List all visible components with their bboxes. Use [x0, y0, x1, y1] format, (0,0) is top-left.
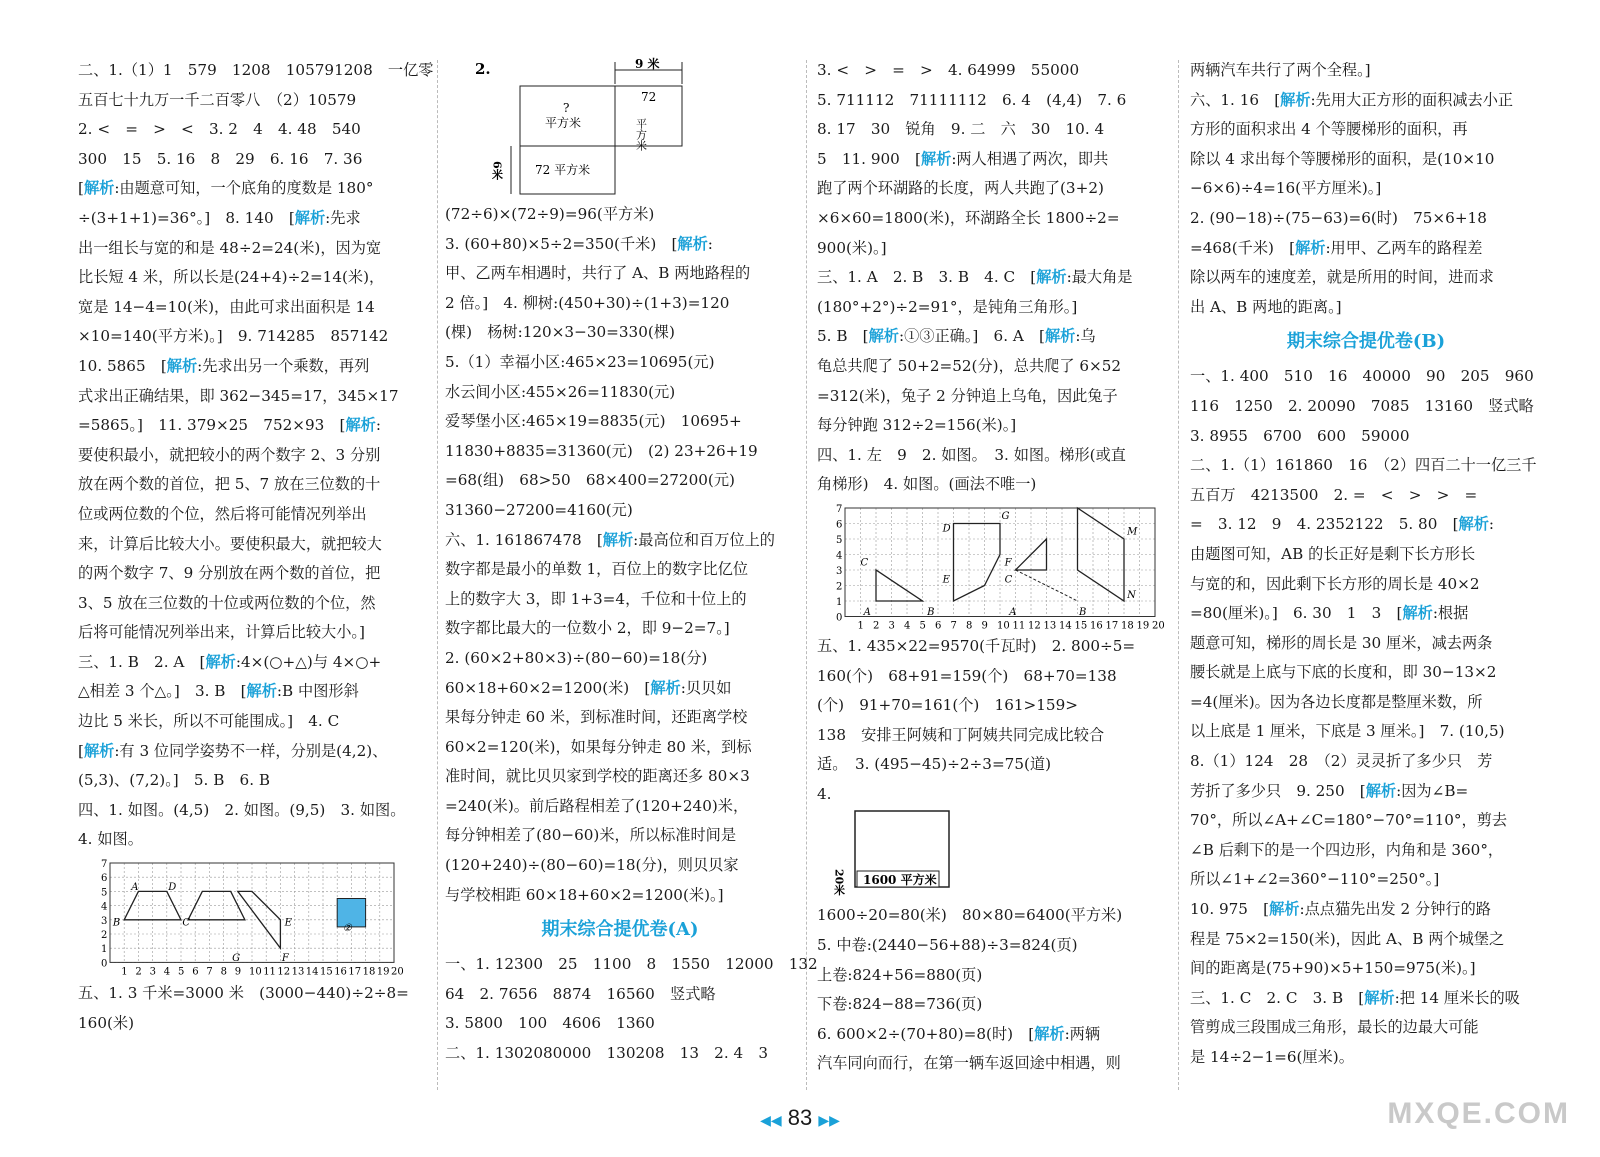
text-line: 后将可能情况列举出来，计算后比较大小。]	[78, 623, 365, 642]
x-tick-label: 8	[966, 620, 973, 632]
coordinate-grid-figure-1	[96, 859, 428, 979]
text-line: 5. 中卷:(2440−56+88)÷3=824(页)	[817, 936, 1078, 955]
rectangle-figure	[445, 56, 795, 200]
point-a-label: A	[863, 606, 871, 618]
analysis-tag: 解析	[1034, 1024, 1065, 1043]
text-line: 间的距离是(75+90)×5+150=975(米)。]	[1190, 959, 1476, 978]
text-line: 四、1. 如图。(4,5) 2. 如图。(9,5) 3. 如图。	[78, 800, 406, 819]
x-tick-label: 14	[1059, 620, 1072, 632]
x-tick-label: 7	[206, 966, 213, 978]
analysis-tag: 解析	[602, 530, 634, 549]
text-line: [解析:由题意可知，一个底角的度数是 180°	[78, 179, 374, 198]
analysis-tag: 解析	[920, 149, 952, 168]
column-3	[817, 56, 1167, 1079]
text-line: 边比 5 米长，所以不可能围成。] 4. C	[78, 712, 340, 731]
column-divider	[806, 60, 807, 1090]
top-dimension-label: 9 米	[635, 57, 660, 71]
text-line: 爱琴堡小区:465×19=8835(元) 10695+	[445, 412, 742, 431]
text-line: 2. < = > < 3. 2 4 4. 48 540	[78, 120, 361, 139]
y-tick-label: 7	[101, 859, 108, 871]
square-figure-svg	[817, 809, 1017, 901]
text-line: =4(厘米)。因为各边长度都是整厘米数，所	[1190, 692, 1483, 711]
analysis-tag: 解析	[83, 179, 115, 198]
point-g-label: G	[232, 953, 241, 965]
page-number-text: 83	[787, 1105, 813, 1130]
text-line: 要使积最小，就把较小的两个数字 2、3 分别	[78, 445, 381, 464]
point-m-label: M	[1127, 526, 1138, 538]
point-f-label: F	[1004, 557, 1012, 569]
x-tick-label: 14	[305, 966, 319, 978]
section-heading-b: 期末综合提优卷(B)	[1286, 331, 1446, 353]
x-tick-label: 6	[192, 966, 199, 978]
right-unit: 平方米	[634, 118, 648, 151]
marker-2-label: ②	[342, 923, 352, 935]
x-tick-label: 13	[1043, 620, 1057, 632]
text-line: (120+240)÷(80−60)=18(分)，则贝贝家	[445, 856, 739, 875]
text-line: 与宽的和，因此剩下长方形的周长是 40×2	[1190, 574, 1480, 593]
column-2	[445, 56, 818, 1069]
text-line: 一、1. 12300 25 1100 8 1550 12000 132	[445, 955, 818, 974]
text-line: =312(米)，兔子 2 分钟追上乌龟，因此兔子	[817, 386, 1118, 405]
point-b-label: B	[112, 917, 121, 929]
x-tick-label: 2	[873, 620, 880, 632]
y-tick-label: 1	[836, 596, 843, 608]
text-line: ×6×60=1800(米)，环湖路全长 1800÷2=	[817, 208, 1120, 227]
analysis-tag: 解析	[1269, 900, 1300, 919]
text-line: 跑了两个环湖路的长度，两人共跑了(3+2)	[817, 179, 1104, 198]
text-line: 11830+8835=31360(元) (2) 23+26+19	[445, 441, 758, 460]
text-line: 腰长就是上底与下底的长度和，即 30−13×2	[1190, 663, 1497, 682]
text-line: ÷(3+1+1)=36°。] 8. 140 [解析:先求	[78, 208, 361, 227]
text-line: 4. 如图。	[78, 830, 143, 849]
analysis-tag: 解析	[1280, 90, 1311, 109]
point-b2-label: B	[1079, 606, 1087, 618]
text-line: 五百万 4213500 2. = < > > =	[1190, 485, 1478, 504]
text-line: 一、1. 400 510 16 40000 90 205 960	[1190, 367, 1534, 386]
x-tick-label: 15	[1074, 620, 1088, 632]
text-line: 2. (90−18)÷(75−63)=6(时) 75×6+18	[1190, 208, 1487, 227]
text-line: 五、1. 435×22=9570(千瓦时) 2. 800÷5=	[817, 636, 1136, 655]
text-line: 管剪成三段围成三角形，最长的边最大可能	[1190, 1018, 1479, 1037]
text-line: =5865。] 11. 379×25 752×93 [解析:	[78, 416, 381, 435]
y-tick-label: 0	[101, 958, 108, 970]
text-line: 位或两位数的个位，然后将可能情况列举出	[78, 504, 367, 523]
point-b-label: B	[927, 606, 935, 618]
point-c2-label: C	[1004, 574, 1013, 586]
text-line: 5.（1）幸福小区:465×23=10695(元)	[445, 352, 715, 371]
text-line: 六、1. 16 [解析:先用大正方形的面积减去小正	[1190, 90, 1514, 109]
x-tick-label: 11	[263, 966, 276, 978]
x-tick-label: 4	[163, 966, 171, 978]
x-tick-label: 5	[178, 966, 185, 978]
x-tick-label: 15	[320, 966, 333, 978]
y-tick-label: 2	[101, 930, 108, 942]
text-line: 70°，所以∠A+∠C=180°−70°=110°，剪去	[1190, 811, 1508, 830]
x-tick-label: 13	[291, 966, 305, 978]
text-line: 与学校相距 60×18+60×2=1200(米)。]	[445, 885, 724, 904]
analysis-tag: 解析	[294, 208, 326, 227]
point-a2-label: A	[1009, 606, 1017, 618]
text-line: −6×6)÷4=16(平方厘米)。]	[1190, 179, 1382, 198]
square-figure	[817, 809, 1167, 901]
next-arrow-icon: ▶▶	[818, 1112, 840, 1128]
text-line: 10. 5865 [解析:先求出另一个乘数，再列	[78, 356, 370, 375]
x-tick-label: 20	[391, 966, 404, 978]
text-line: 比长短 4 米，所以长是(24+4)÷2=14(米)，	[78, 268, 385, 287]
point-e-label: E	[942, 574, 950, 586]
analysis-tag: 解析	[205, 652, 236, 671]
prev-arrow-icon: ◀◀	[760, 1112, 782, 1128]
analysis-tag: 解析	[345, 416, 376, 435]
text-line: 程是 75×2=150(米)，因此 A、B 两个城堡之	[1190, 929, 1505, 948]
y-tick-label: 5	[836, 534, 843, 546]
y-tick-label: 6	[101, 873, 108, 885]
text-line: ×10=140(平方米)。] 9. 714285 857142	[78, 327, 389, 346]
text-line: 3. (60+80)×5÷2=350(千米) [解析:	[445, 234, 713, 253]
text-line: 出 A、B 两地的距离。]	[1190, 297, 1342, 316]
text-line: 5 11. 900 [解析:两人相遇了两次，即共	[817, 149, 1109, 168]
text-line: 适。 3. (495−45)÷2÷3=75(道)	[817, 755, 1052, 774]
text-line: =68(组) 68>50 68×400=27200(元)	[445, 471, 735, 490]
y-tick-label: 1	[101, 944, 108, 956]
y-tick-label: 3	[836, 565, 843, 577]
text-line: (72÷6)×(72÷9)=96(平方米)	[445, 205, 655, 223]
text-line: 三、1. C 2. C 3. B [解析:把 14 厘米长的吸	[1190, 988, 1520, 1007]
text-line: 下卷:824−88=736(页)	[817, 995, 983, 1014]
point-a-label: A	[131, 882, 139, 894]
text-line: 所以∠1+∠2=360°−110°=250°。]	[1190, 870, 1440, 889]
text-line: 放在两个数的首位，把 5、7 放在三位数的十	[78, 475, 381, 494]
y-tick-label: 2	[836, 581, 843, 593]
y-tick-label: 7	[836, 503, 843, 515]
text-line: 5. B [解析:①③正确。] 6. A [解析:乌	[817, 327, 1096, 346]
analysis-tag: 解析	[1295, 238, 1326, 257]
text-line: 由题图可知，AB 的长正好是剩下长方形长	[1190, 544, 1476, 563]
text-line: △相差 3 个△。] 3. B [解析:B 中图形斜	[78, 682, 359, 701]
column-1	[78, 56, 434, 1038]
point-d-label: D	[168, 882, 177, 894]
analysis-tag: 解析	[1364, 988, 1395, 1007]
analysis-tag: 解析	[1458, 515, 1489, 534]
x-tick-label: 12	[1028, 620, 1041, 632]
text-line: 10. 975 [解析:点点猫先出发 2 分钟行的路	[1190, 900, 1491, 919]
analysis-tag: 解析	[868, 327, 899, 346]
watermark: MXQE.COM	[1387, 1097, 1570, 1130]
x-tick-label: 16	[334, 966, 347, 978]
text-line: 六、1. 161867478 [解析:最高位和百万位上的	[445, 530, 775, 549]
x-tick-label: 9	[234, 966, 242, 978]
text-line: 4.	[817, 784, 832, 803]
text-line: 3、5 放在三位数的十位或两位数的个位，然	[78, 593, 376, 612]
x-tick-label: 2	[135, 966, 142, 978]
text-line: 题意可知，梯形的周长是 30 厘米，减去两条	[1190, 633, 1493, 652]
text-line: 角梯形) 4. 如图。(画法不唯一)	[817, 475, 1037, 494]
text-line: 3. 5800 100 4606 1360	[445, 1014, 655, 1033]
text-line: 数字都是最小的单数 1，百位上的数字比亿位	[445, 560, 749, 579]
text-line: 1600÷20=80(米) 80×80=6400(平方米)	[817, 906, 1123, 925]
text-line: ∠B 后剩下的是一个四边形，内角和是 360°，	[1190, 840, 1504, 859]
y-tick-label: 3	[101, 915, 108, 927]
text-line: 汽车同向而行，在第一辆车返回途中相遇，则	[817, 1054, 1121, 1073]
x-tick-label: 16	[1090, 620, 1103, 632]
x-tick-label: 10	[249, 966, 262, 978]
point-e-label: E	[284, 917, 292, 929]
text-line: = 3. 12 9 4. 2352122 5. 80 [解析:	[1190, 515, 1494, 534]
text-line: 3. 8955 6700 600 59000	[1190, 426, 1410, 445]
text-line: 138 安排王阿姨和丁阿姨共同完成比较合	[817, 725, 1105, 744]
unknown-mark: ?	[563, 101, 570, 115]
page-number	[0, 1105, 1600, 1131]
text-line: 8.（1）124 28 （2）灵灵折了多少只 芳	[1190, 752, 1493, 771]
text-line: (180°+2°)÷2=91°，是钝角三角形。]	[817, 297, 1078, 316]
text-line: 300 15 5. 16 8 29 6. 16 7. 36	[78, 149, 363, 168]
analysis-tag: 解析	[166, 356, 198, 375]
unknown-unit: 平方米	[545, 116, 582, 130]
analysis-tag: 解析	[1044, 327, 1076, 346]
text-line: 准时间，就比贝贝家到学校的距离还多 80×3	[445, 767, 750, 786]
y-tick-label: 0	[836, 612, 843, 624]
text-line: 6. 600×2÷(70+80)=8(时) [解析:两辆	[817, 1024, 1101, 1043]
coordinate-grid-figure-2	[831, 502, 1167, 632]
text-line: 方形的面积求出 4 个等腰梯形的面积，再	[1190, 120, 1468, 139]
analysis-tag: 解析	[1402, 604, 1433, 623]
x-tick-label: 3	[888, 620, 895, 632]
x-tick-label: 5	[919, 620, 926, 632]
text-line: 2. (60×2+80×3)÷(80−60)=18(分)	[445, 648, 708, 667]
text-line: 60×18+60×2=1200(米) [解析:贝贝如	[445, 678, 732, 697]
point-d-label: D	[942, 523, 951, 535]
column-divider	[1178, 60, 1179, 1090]
text-line: 160(米)	[78, 1013, 135, 1032]
text-line: 每分钟跑 312÷2=156(米)。]	[817, 416, 1017, 435]
y-tick-label: 4	[836, 550, 843, 562]
text-line: 116 1250 2. 20090 7085 13160 竖式略	[1190, 396, 1534, 415]
text-line: 四、1. 左 9 2. 如图。 3. 如图。梯形(或直	[817, 445, 1126, 464]
text-line: 900(米)。]	[817, 238, 887, 257]
text-line: 芳折了多少只 9. 250 [解析:因为∠B=	[1190, 781, 1469, 800]
text-line: 上卷:824+56=880(页)	[817, 965, 983, 984]
x-tick-label: 7	[950, 620, 957, 632]
y-tick-label: 5	[101, 887, 108, 899]
text-line: 五、1. 3 千米=3000 米 (3000−440)÷2÷8=	[78, 984, 409, 1003]
x-tick-label: 19	[1136, 620, 1150, 632]
text-line: 每分钟相差了(80−60)米，所以标准时间是	[445, 826, 737, 845]
point-n-label: N	[1127, 589, 1136, 601]
x-tick-label: 9	[981, 620, 988, 632]
square-side-label: 20米	[832, 869, 846, 896]
text-line: 64 2. 7656 8874 16560 竖式略	[445, 984, 716, 1003]
analysis-tag: 解析	[650, 678, 681, 697]
x-tick-label: 6	[935, 620, 942, 632]
text-line: 甲、乙两车相遇时，共行了 A、B 两地路程的	[445, 264, 751, 283]
column-divider	[437, 60, 438, 1090]
bottom-label: 72 平方米	[535, 163, 591, 177]
x-tick-label: 4	[904, 620, 911, 632]
y-tick-label: 4	[101, 901, 108, 913]
text-line: 2 倍。] 4. 柳树:(450+30)÷(1+3)=120	[445, 293, 730, 312]
text-line: 以上底是 1 厘米，下底是 3 厘米。] 7. (10,5)	[1190, 722, 1505, 741]
shape-dgfe	[954, 523, 1001, 601]
x-tick-label: 11	[1012, 620, 1026, 632]
text-line: 二、1.（1）1 579 1208 105791208 一亿零	[78, 61, 434, 79]
x-tick-label: 1	[121, 966, 128, 978]
x-tick-label: 17	[348, 966, 362, 978]
text-line: 的两个数字 7、9 分别放在两个数的首位，把	[78, 564, 381, 583]
rectangle-figure-svg	[445, 56, 795, 200]
point-f-label: F	[281, 953, 289, 965]
x-tick-label: 17	[1105, 620, 1119, 632]
text-line: 果每分钟走 60 米，到标准时间，还距离学校	[445, 708, 748, 727]
text-line: 除以 4 求出每个等腰梯形的面积，是(10×10	[1190, 149, 1495, 168]
analysis-tag: 解析	[677, 234, 708, 253]
text-line: =80(厘米)。] 6. 30 1 3 [解析:根据	[1190, 604, 1469, 623]
side-dimension-label: 6米	[490, 161, 504, 180]
x-tick-label: 18	[1121, 620, 1134, 632]
text-line: [解析:有 3 位同学姿势不一样，分别是(4,2)、	[78, 741, 388, 760]
text-line: (5,3)、(7,2)。] 5. B 6. B	[78, 771, 271, 790]
x-tick-label: 19	[376, 966, 390, 978]
text-line: 水云间小区:455×26=11830(元)	[445, 382, 676, 401]
text-line: 上的数字大 3，即 1+3=4，千位和十位上的	[445, 589, 747, 608]
text-line: 三、1. B 2. A [解析:4×(○+△)与 4×○+	[78, 652, 382, 671]
x-tick-label: 10	[997, 620, 1010, 632]
text-line: 数字都比最大的一位数小 2，即 9−2=7。]	[445, 619, 730, 638]
x-tick-label: 1	[857, 620, 864, 632]
x-tick-label: 3	[149, 966, 156, 978]
text-line: 31360−27200=4160(元)	[445, 500, 633, 519]
grid-1-svg	[96, 859, 406, 979]
text-line: 两辆汽车共行了两个全程。]	[1190, 61, 1371, 79]
trapezoid-translated	[188, 891, 245, 919]
x-tick-label: 12	[277, 966, 291, 978]
analysis-tag: 解析	[83, 741, 115, 760]
text-line: 二、1.（1）161860 16 （2）四百二十一亿三千	[1190, 456, 1537, 475]
point-c-label: C	[182, 917, 191, 929]
section-heading-a: 期末综合提优卷(A)	[541, 919, 699, 941]
point-g-label: G	[1001, 510, 1010, 522]
text-line: 式求出正确结果，即 362−345=17，345×17	[78, 386, 399, 405]
x-tick-label: 18	[362, 966, 376, 978]
text-line: 宽是 14−4=10(米)，由此可求出面积是 14	[78, 297, 375, 316]
text-line: 二、1. 1302080000 130208 13 2. 4 3	[445, 1044, 769, 1063]
text-line: 5. 711112 71111112 6. 4 (4,4) 7. 6	[817, 90, 1127, 109]
text-line: 除以两车的速度差，就是所用的时间，进而求	[1190, 268, 1494, 287]
x-tick-label: 20	[1152, 620, 1165, 632]
question-number: 2.	[475, 60, 491, 78]
analysis-tag: 解析	[1365, 781, 1397, 800]
right-value: 72	[641, 90, 657, 104]
x-tick-label: 8	[220, 966, 227, 978]
column-4	[1190, 56, 1542, 1073]
analysis-tag: 解析	[1036, 268, 1067, 287]
text-line: 是 14÷2−1=6(厘米)。	[1190, 1048, 1354, 1066]
text-line: (个) 91+70=161(个) 161>159>	[817, 696, 1078, 715]
text-line: =468(千米) [解析:用甲、乙两车的路程差	[1190, 238, 1483, 257]
square-area-label: 1600 平方米	[863, 873, 937, 888]
text-line: 五百七十九万一千二百零八 （2）10579	[78, 90, 357, 109]
text-line: 来，计算后比较大小。要使积最大，就把较大	[78, 534, 382, 553]
text-line: 8. 17 30 锐角 9. 二 六 30 10. 4	[817, 120, 1105, 139]
text-line: =240(米)。前后路程相差了(120+240)米，	[445, 796, 749, 815]
text-line: 3. < > = > 4. 64999 55000	[817, 61, 1080, 79]
text-line: 三、1. A 2. B 3. B 4. C [解析:最大角是	[817, 268, 1133, 287]
grid-2-svg	[831, 502, 1165, 632]
text-line: 60×2=120(米)，如果每分钟走 80 米，到标	[445, 737, 752, 756]
text-line: 龟总共爬了 50+2=52(分)，总共爬了 6×52	[817, 356, 1122, 375]
analysis-tag: 解析	[246, 682, 277, 701]
text-line: 出一组长与宽的和是 48÷2=24(米)，因为宽	[78, 238, 382, 257]
text-line: 160(个) 68+91=159(个) 68+70=138	[817, 666, 1117, 685]
text-line: (棵) 杨树:120×3−30=330(棵)	[445, 323, 675, 342]
y-tick-label: 6	[836, 519, 843, 531]
point-c-label: C	[860, 557, 869, 569]
